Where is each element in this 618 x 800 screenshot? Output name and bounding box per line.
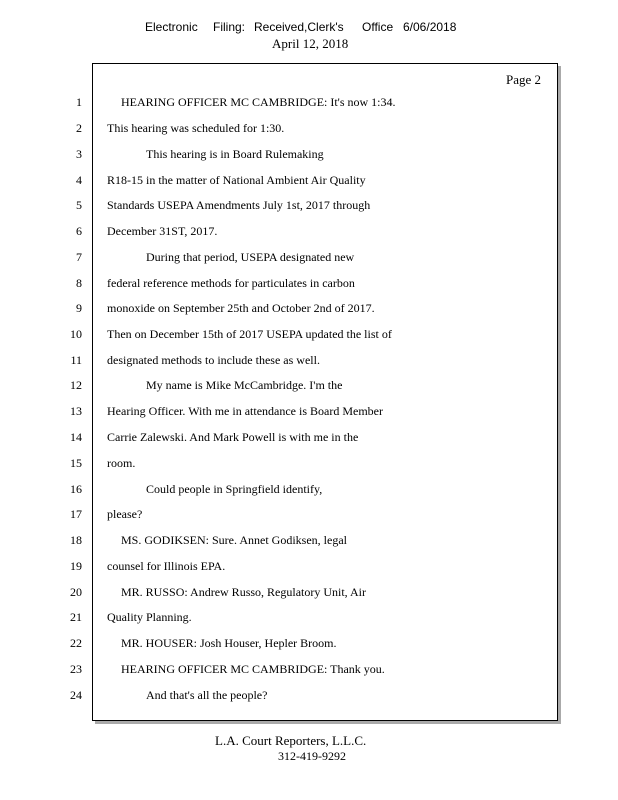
transcript-line: MR. RUSSO: Andrew Russo, Regulatory Unit, Air bbox=[121, 585, 367, 599]
line-number: 19 bbox=[70, 559, 82, 573]
transcript-line: MR. HOUSER: Josh Houser, Hepler Broom. bbox=[121, 636, 337, 650]
line-number: 9 bbox=[76, 301, 82, 315]
line-number: 7 bbox=[76, 250, 82, 264]
transcript-line: Quality Planning. bbox=[107, 610, 192, 624]
filing-stamp-word: Received,Clerk's bbox=[254, 20, 344, 34]
transcript-line: R18-15 in the matter of National Ambient Air Quality bbox=[107, 173, 366, 187]
line-number: 12 bbox=[70, 378, 82, 392]
line-number: 18 bbox=[70, 533, 82, 547]
transcript-line: This hearing is in Board Rulemaking bbox=[146, 147, 324, 161]
transcript-line: room. bbox=[107, 456, 136, 470]
transcript-line: During that period, USEPA designated new bbox=[146, 250, 355, 264]
line-number: 16 bbox=[70, 482, 82, 496]
line-number: 13 bbox=[70, 404, 82, 418]
line-number: 8 bbox=[76, 276, 82, 290]
filing-header bbox=[0, 20, 618, 56]
transcript-line: Standards USEPA Amendments July 1st, 2017 through bbox=[107, 198, 371, 212]
transcript-line: designated methods to include these as well. bbox=[107, 353, 320, 367]
transcript-line: Could people in Springfield identify, bbox=[146, 482, 323, 496]
hearing-date: April 12, 2018 bbox=[272, 36, 349, 51]
line-number: 14 bbox=[70, 430, 82, 444]
transcript-line: counsel for Illinois EPA. bbox=[107, 559, 226, 573]
transcript-line: Carrie Zalewski. And Mark Powell is with me in the bbox=[107, 430, 359, 444]
filing-stamp-word: Office bbox=[362, 20, 394, 34]
line-number: 5 bbox=[76, 198, 82, 212]
transcript-line: December 31ST, 2017. bbox=[107, 224, 218, 238]
line-number: 24 bbox=[70, 688, 82, 702]
line-number: 4 bbox=[76, 173, 82, 187]
page-number: Page 2 bbox=[505, 72, 541, 87]
line-number: 1 bbox=[76, 95, 82, 109]
transcript-line: please? bbox=[107, 507, 143, 521]
line-number: 15 bbox=[70, 456, 82, 470]
reporter-phone: 312-419-9292 bbox=[278, 749, 346, 763]
line-number: 21 bbox=[70, 610, 82, 624]
filing-stamp-date: 6/06/2018 bbox=[403, 20, 457, 34]
transcript-line: Hearing Officer. With me in attendance is Board Member bbox=[107, 404, 383, 418]
line-number: 17 bbox=[70, 507, 82, 521]
transcript-line: federal reference methods for particulates in carbon bbox=[107, 276, 355, 290]
transcript-line: HEARING OFFICER MC CAMBRIDGE: It's now 1:34. bbox=[121, 95, 396, 109]
transcript-line: Then on December 15th of 2017 USEPA updated the list of bbox=[107, 327, 392, 341]
line-number: 23 bbox=[70, 662, 82, 676]
filing-stamp-word: Electronic bbox=[145, 20, 198, 34]
line-number: 20 bbox=[70, 585, 82, 599]
line-number: 3 bbox=[76, 147, 82, 161]
line-number: 22 bbox=[70, 636, 82, 650]
line-number: 6 bbox=[76, 224, 82, 238]
line-number: 11 bbox=[70, 353, 82, 367]
reporter-footer bbox=[0, 733, 618, 773]
transcript-line: And that's all the people? bbox=[146, 688, 268, 702]
transcript-line: This hearing was scheduled for 1:30. bbox=[107, 121, 285, 135]
line-number: 10 bbox=[70, 327, 82, 341]
line-number: 2 bbox=[76, 121, 82, 135]
reporter-company: L.A. Court Reporters, L.L.C. bbox=[215, 733, 367, 748]
transcript-line: My name is Mike McCambridge. I'm the bbox=[146, 378, 343, 392]
transcript-line: monoxide on September 25th and October 2nd of 2017. bbox=[107, 301, 375, 315]
filing-stamp-word: Filing: bbox=[213, 20, 246, 34]
transcript-line: HEARING OFFICER MC CAMBRIDGE: Thank you. bbox=[121, 662, 385, 676]
transcript-line: MS. GODIKSEN: Sure. Annet Godiksen, legal bbox=[121, 533, 347, 547]
